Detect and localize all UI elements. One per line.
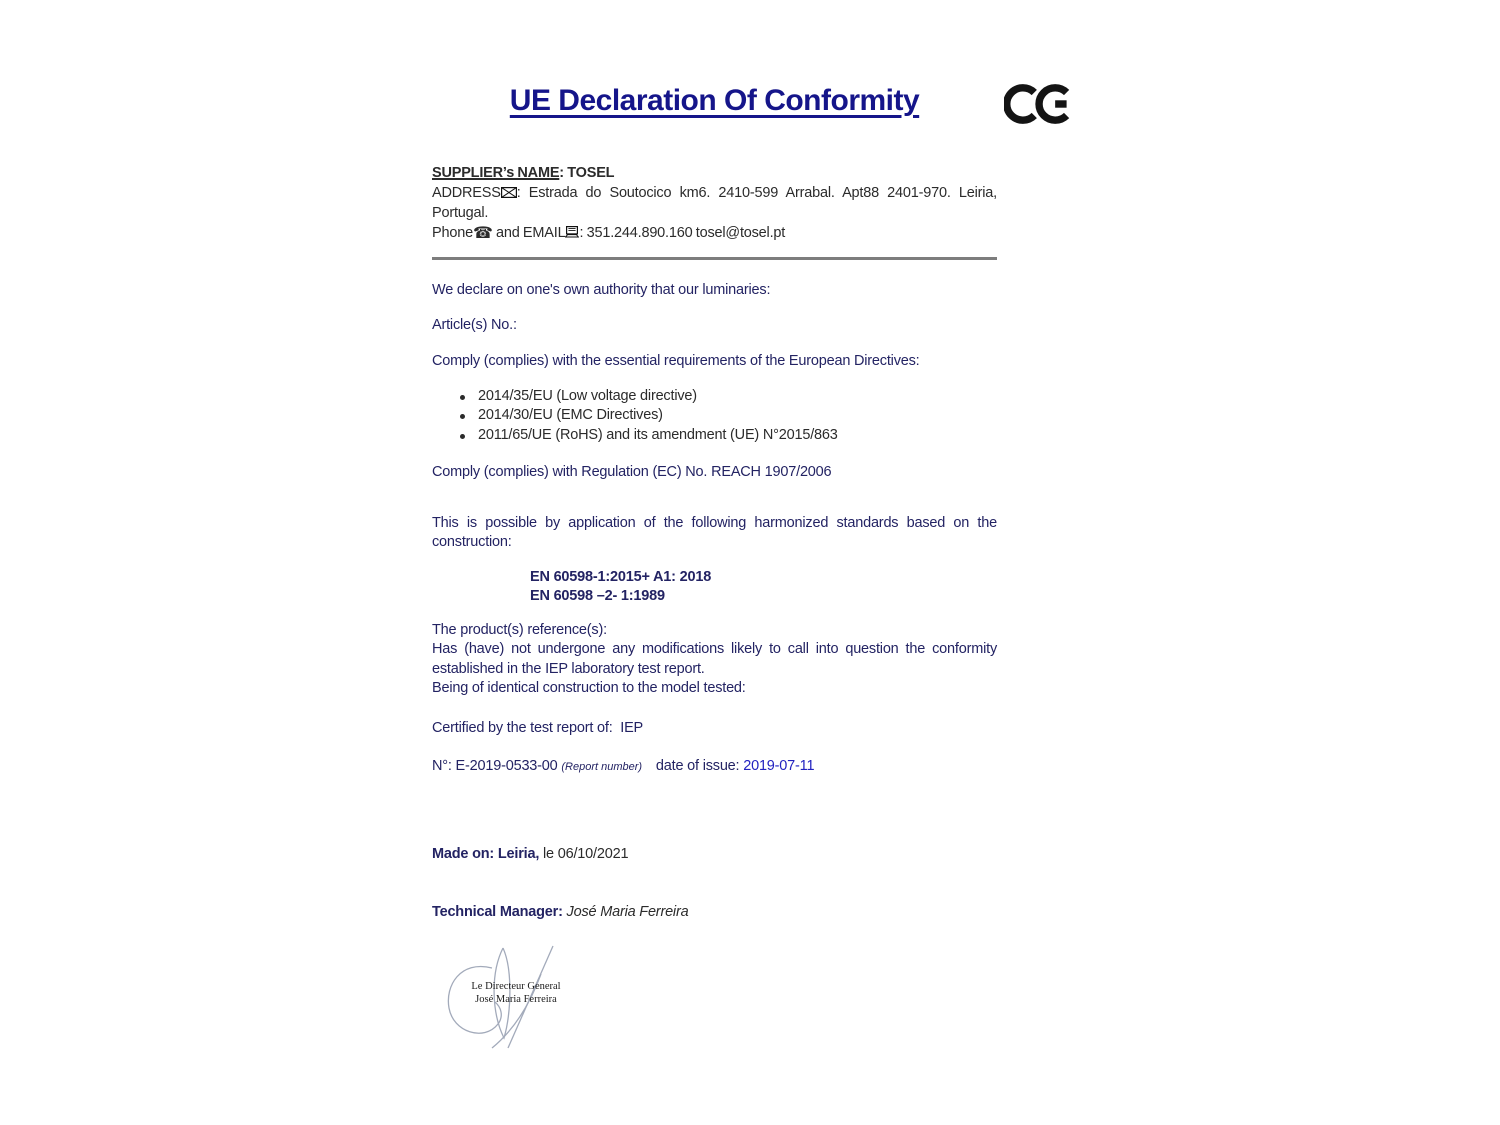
- comply-reach-line: Comply (complies) with Regulation (EC) No. REACH 1907/2006: [432, 464, 832, 480]
- product-reference-line: The product(s) reference(s):: [432, 622, 607, 638]
- address-value: : Estrada do Soutocico km6. 2410-599 Arrabal. Apt88 2401-970. Leiria, Portugal.: [432, 185, 997, 221]
- signature-name: José Maria Ferreira: [475, 994, 557, 1005]
- certified-line: Certified by the test report of: IEP: [432, 720, 644, 736]
- issue-date-label: date of issue:: [655, 758, 740, 774]
- technical-manager-line: [432, 903, 997, 922]
- made-on-label: Made on: Leiria,: [432, 846, 540, 862]
- standard-item: EN 60598-1:2015+ A1: 2018: [530, 569, 712, 585]
- supplier-name-line: [432, 163, 997, 183]
- signature-title: Le Directeur General: [471, 981, 561, 992]
- harmonized-standards-intro: This is possible by application of the following harmonized standards based on the construction:: [432, 515, 997, 551]
- directives-list: [432, 387, 997, 445]
- ce-mark-icon: [1004, 80, 1074, 128]
- report-line: [432, 757, 997, 777]
- standards-list: [530, 568, 930, 605]
- supplier-name-value: : TOSEL: [559, 165, 615, 181]
- report-number: N°: E-2019-0533-00: [432, 758, 558, 774]
- divider-rule: [432, 257, 997, 260]
- technical-manager-label: Technical Manager:: [432, 904, 563, 920]
- made-on-line: [432, 845, 997, 864]
- issue-date-value: 2019-07-11: [743, 758, 815, 774]
- email-label: and EMAIL: [496, 225, 566, 241]
- declaration-statement: We declare on one's own authority that our luminaries:: [432, 282, 771, 298]
- supplier-address-line: [432, 183, 997, 223]
- comply-directives-line: Comply (complies) with the essential requirements of the European Directives:: [432, 353, 920, 369]
- product-reference-block: [432, 621, 997, 699]
- directive-item: 2011/65/UE (RoHS) and its amendment (UE) N°2015/863: [432, 426, 997, 445]
- address-label: ADDRESS: [432, 185, 501, 201]
- identical-construction-line: Being of identical construction to the model tested:: [432, 680, 746, 697]
- phone-icon: ☎: [472, 225, 493, 242]
- page-title: UE Declaration Of Conformity: [509, 84, 920, 117]
- made-on-value: le 06/10/2021: [543, 846, 629, 862]
- standard-item: EN 60598 –2- 1:1989: [530, 587, 665, 604]
- phone-label: Phone: [432, 225, 473, 241]
- signature-block: [440, 944, 570, 1054]
- supplier-contact-line: [432, 223, 997, 243]
- report-number-note: (Report number): [561, 761, 643, 773]
- directive-item: 2014/30/EU (EMC Directives): [432, 406, 997, 425]
- supplier-block: [432, 163, 997, 243]
- supplier-name-label: SUPPLIER’s NAME: [432, 165, 560, 181]
- computer-icon: [565, 226, 579, 238]
- directive-item: 2014/35/EU (Low voltage directive): [432, 387, 997, 406]
- modifications-statement: Has (have) not undergone any modifications likely to call into question the conformity established in the IEP laboratory test report.: [432, 641, 997, 677]
- article-number-line: Article(s) No.:: [432, 317, 517, 333]
- envelope-icon: [501, 187, 517, 198]
- contact-value: : 351.244.890.160 tosel@tosel.pt: [579, 225, 786, 241]
- technical-manager-name: José Maria Ferreira: [566, 904, 689, 920]
- signature-caption: [466, 980, 566, 1006]
